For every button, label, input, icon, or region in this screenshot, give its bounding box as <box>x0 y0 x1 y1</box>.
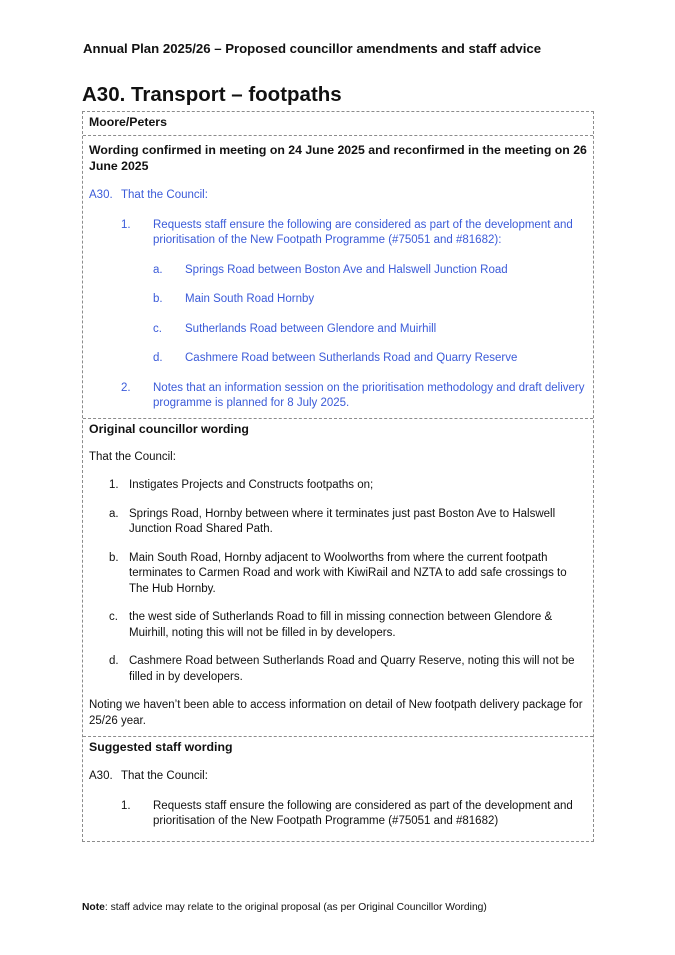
staff-intro <box>89 769 587 785</box>
sponsors-section <box>83 112 593 135</box>
original-subitem-b <box>89 551 587 598</box>
original-closing-note: Noting we haven’t been able to access information on detail of New footpath delivery package for 25/26 year. <box>89 699 583 727</box>
original-wording-heading: Original councillor wording <box>89 421 249 436</box>
confirmed-item-2-text: Notes that an information session on the prioritisation methodology and draft delivery programme is planned for 8 July 2025. <box>153 381 585 409</box>
staff-intro-text: That the Council: <box>121 770 208 782</box>
original-wording-section <box>83 418 593 737</box>
confirmed-subitem-c-letter: c. <box>153 322 162 335</box>
confirmed-subitem-a-text: Springs Road between Boston Ave and Halswell Junction Road <box>185 263 508 276</box>
confirmed-subitem-b-letter: b. <box>153 293 163 305</box>
original-subitem-c-text: the west side of Sutherlands Road to fill in missing connection between Glendore & Muirhill, noting this will not be filled in by developers. <box>129 611 553 639</box>
confirmed-subitem-b-text: Main South Road Hornby <box>185 293 315 305</box>
staff-wording-section <box>83 736 593 841</box>
sponsors-label: Moore/Peters <box>89 115 167 129</box>
confirmed-subitem-d-text: Cashmere Road between Sutherlands Road and Quarry Reserve <box>185 352 518 364</box>
staff-wording-heading: Suggested staff wording <box>89 740 233 754</box>
confirmed-subitem-a <box>89 263 587 279</box>
footer-note-text: : staff advice may relate to the original proposal (as per Original Councillor Wording) <box>104 902 487 913</box>
original-subitem-c <box>89 610 587 641</box>
original-item-1 <box>89 478 587 494</box>
confirmed-subitem-b <box>89 292 587 308</box>
confirmed-item-2 <box>89 381 587 412</box>
confirmed-intro-text: That the Council: <box>121 189 208 201</box>
confirmed-subitem-d-letter: d. <box>153 352 163 364</box>
original-intro: That the Council: <box>89 450 176 463</box>
staff-item-1-number: 1. <box>121 799 131 812</box>
footer-note-label: Note <box>82 902 105 913</box>
confirmed-item-1-number: 1. <box>121 218 131 231</box>
original-subitem-b-letter: b. <box>109 551 119 564</box>
original-subitem-a-text: Springs Road, Hornby between where it terminates just past Boston Ave to Halswell Junction Road Shared Path. <box>129 507 556 535</box>
confirmed-wording-section <box>83 135 593 418</box>
confirmed-wording-heading: Wording confirmed in meeting on 24 June 2025 and reconfirmed in the meeting on 26 June 2025 <box>89 143 587 173</box>
document-header: Annual Plan 2025/26 – Proposed councillor amendments and staff advice <box>83 41 542 56</box>
footer-note <box>82 902 487 913</box>
confirmed-item-1-text: Requests staff ensure the following are considered as part of the development and prioritisation of the New Footpath Programme (#75051 and #81682): <box>153 218 573 246</box>
staff-item-1-text: Requests staff ensure the following are considered as part of the development and prioritisation of the New Footpath Programme (#75051 and #81682) <box>153 799 573 827</box>
staff-item-1 <box>89 799 587 830</box>
staff-intro-number: A30. <box>89 770 113 782</box>
confirmed-subitem-d <box>89 351 587 367</box>
original-item-1-number: 1. <box>109 479 119 491</box>
confirmed-intro <box>89 188 587 204</box>
amendment-table <box>82 111 594 842</box>
original-subitem-d <box>89 654 587 685</box>
original-subitem-c-letter: c. <box>109 611 118 623</box>
original-subitem-b-text: Main South Road, Hornby adjacent to Woolworths from where the current footpath terminates to Carmen Road and work with KiwiRail and NZTA to add safe crossings to The Hub Hornby. <box>129 551 567 595</box>
original-subitem-a <box>89 507 587 538</box>
original-subitem-a-letter: a. <box>109 507 119 520</box>
original-subitem-d-text: Cashmere Road between Sutherlands Road and Quarry Reserve, noting this will not be filled in by developers. <box>129 655 575 683</box>
page-title: A30. Transport – footpaths <box>82 83 342 106</box>
confirmed-subitem-c <box>89 322 587 338</box>
confirmed-item-2-number: 2. <box>121 381 131 394</box>
confirmed-subitem-c-text: Sutherlands Road between Glendore and Muirhill <box>185 322 437 335</box>
original-item-1-text: Instigates Projects and Constructs footpaths on; <box>129 479 374 491</box>
confirmed-intro-number: A30. <box>89 189 113 201</box>
confirmed-subitem-a-letter: a. <box>153 263 163 276</box>
confirmed-item-1 <box>89 218 587 249</box>
original-subitem-d-letter: d. <box>109 655 119 667</box>
